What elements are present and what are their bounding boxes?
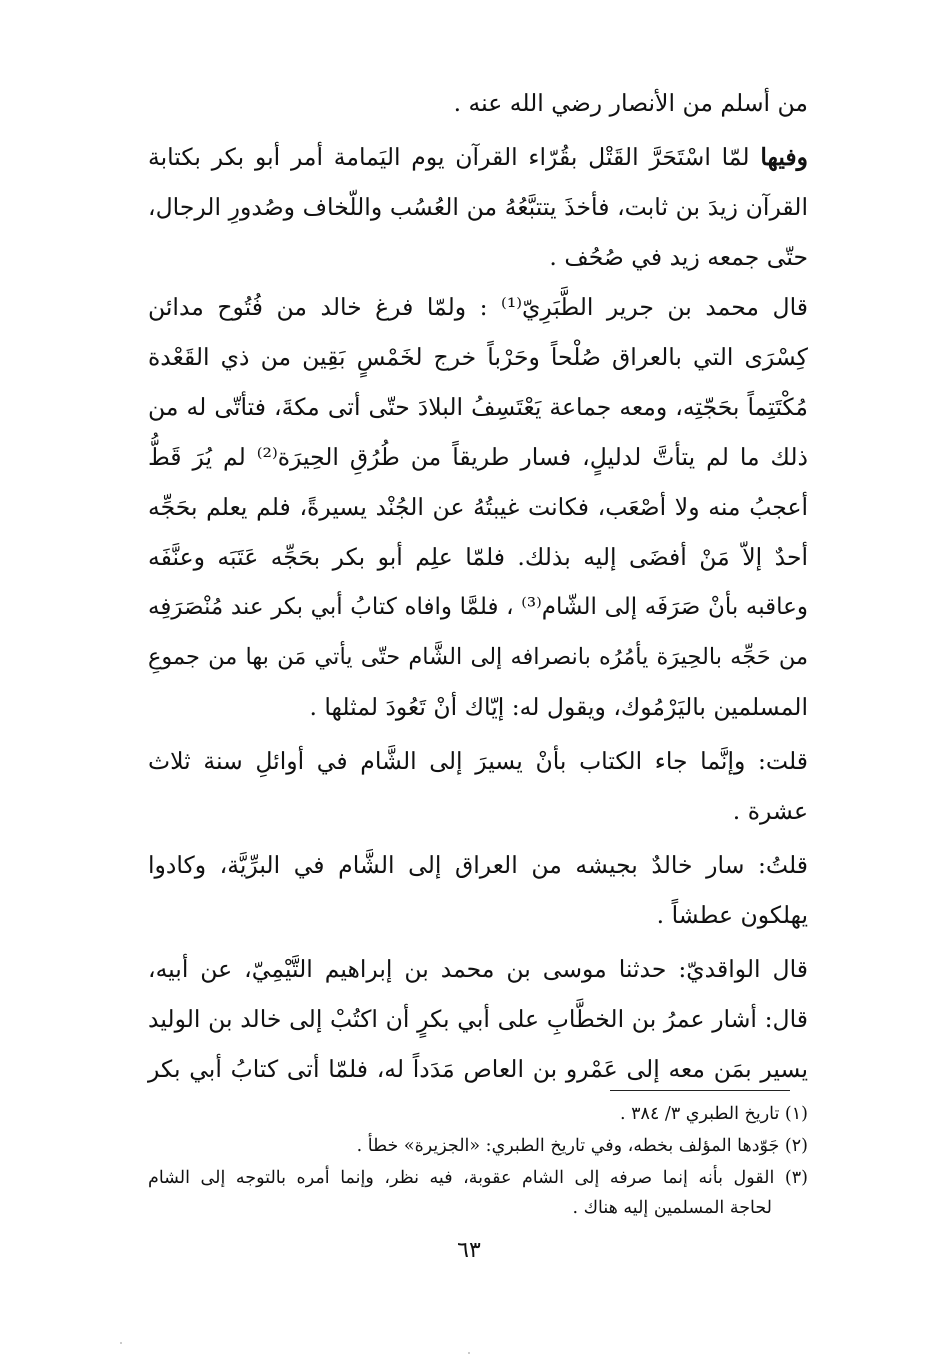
bold-keyword: وفيها xyxy=(760,143,808,171)
text-line: عشرة . xyxy=(732,797,808,825)
text-line: من أسلم من الأنصار رضي الله عنه . xyxy=(453,89,808,117)
text-line: مُكْتَتِماً بحَجّتِه، ومعه جماعة يَعْتَسِفُ البلادَ حتّى أتى مكةَ، فتأتّى له من xyxy=(148,393,808,421)
text-line: ذلك ما لم يتأتَّ لدليلٍ، فسار طريقاً من طُرُقِ الحِيرَة⁽²⁾ لم يُرَ قَطُّ xyxy=(148,443,808,471)
text-line: أحدٌ إلاّ مَنْ أفضَى إليه بذلك. فلمّا علِم أبو بكر بحَجِّه عَتَبَه وعنَّفَه xyxy=(148,543,808,571)
scan-speck xyxy=(120,1342,122,1344)
scan-speck xyxy=(468,1352,470,1354)
text-line: القرآن زيدَ بن ثابت، فأخذَ يتتبَّعُهُ من العُسُب واللّخاف وصُدورِ الرجال، xyxy=(148,193,808,221)
text-line: من حَجِّه بالحِيرَة يأمُرُه بانصرافه إلى الشَّام حتّى يأتي مَن بها من جموعِ xyxy=(148,644,808,670)
footnote-line: (٣) القول بأنه إنما صرفه إلى الشام عقوبة، فيه نظر، وإنما أمره بالتوجه إلى الشام xyxy=(148,1168,808,1188)
page-number: ٦٣ xyxy=(457,1238,481,1263)
text-line-rest: لمّا اسْتَحَرَّ القَتْل بقُرّاء القرآن يوم اليَمامة أمر أبو بكر بكتابة xyxy=(148,143,750,171)
footnote-line: لحاجة المسلمين إليه هناك . xyxy=(572,1198,772,1218)
text-line: قال محمد بن جرير الطَّبَرِيّ⁽¹⁾ : ولمّا فرغ خالد من فُتُوح مدائن xyxy=(148,293,808,321)
footnote-line: (٢) جَوّدها المؤلف بخطه، وفي تاريخ الطبري: «الجزيرة» خطأ . xyxy=(356,1136,808,1156)
text-line: كِسْرَى التي بالعراق صُلْحاً وحَرْباً خرج لخَمْسٍ بَقِين من ذي القَعْدة xyxy=(148,343,808,371)
text-line: حتّى جمعه زيد في صُحُف . xyxy=(549,243,808,271)
text-line: قلت: وإنَّما جاء الكتاب بأنْ يسيرَ إلى الشَّام في أوائلِ سنة ثلاث xyxy=(148,747,808,775)
text-line: قال الواقديّ: حدثنا موسى بن محمد بن إبراهيم التَّيْمِيّ، عن أبيه، xyxy=(148,955,808,983)
text-line: يسير بمَن معه إلى عَمْرو بن العاص مَدَداً له، فلمّا أتى كتابُ أبي بكر xyxy=(148,1055,808,1083)
text-line: قلتُ: سار خالدٌ بجيشه من العراق إلى الشَّام في البرِّيَّة، وكادوا xyxy=(148,851,808,879)
text-line: أعجبُ منه ولا أصْعَب، فكانت غيبتُهُ عن الجُنْد يسيرةً، فلم يعلم بحَجِّه xyxy=(148,493,808,521)
text-line: المسلمين باليَرْمُوك، ويقول له: إيّاك أنْ تَعُودَ لمثلها . xyxy=(309,693,808,721)
footnotes xyxy=(148,0,808,1218)
text-line: قال: أشار عمرُ بن الخطَّابِ على أبي بكرٍ أن اكتُبْ إلى خالد بن الوليد xyxy=(148,1005,808,1033)
footnote-line: (١) تاريخ الطبري ٣/ ٣٨٤ . xyxy=(620,1104,808,1124)
text-line: وعاقبه بأنْ صَرَفَه إلى الشّام⁽³⁾ ، فلمَّا وافاه كتابُ أبي بكر عند مُنْصَرَفِه xyxy=(148,594,808,620)
text-line: يهلكون عطشاً . xyxy=(656,901,808,929)
